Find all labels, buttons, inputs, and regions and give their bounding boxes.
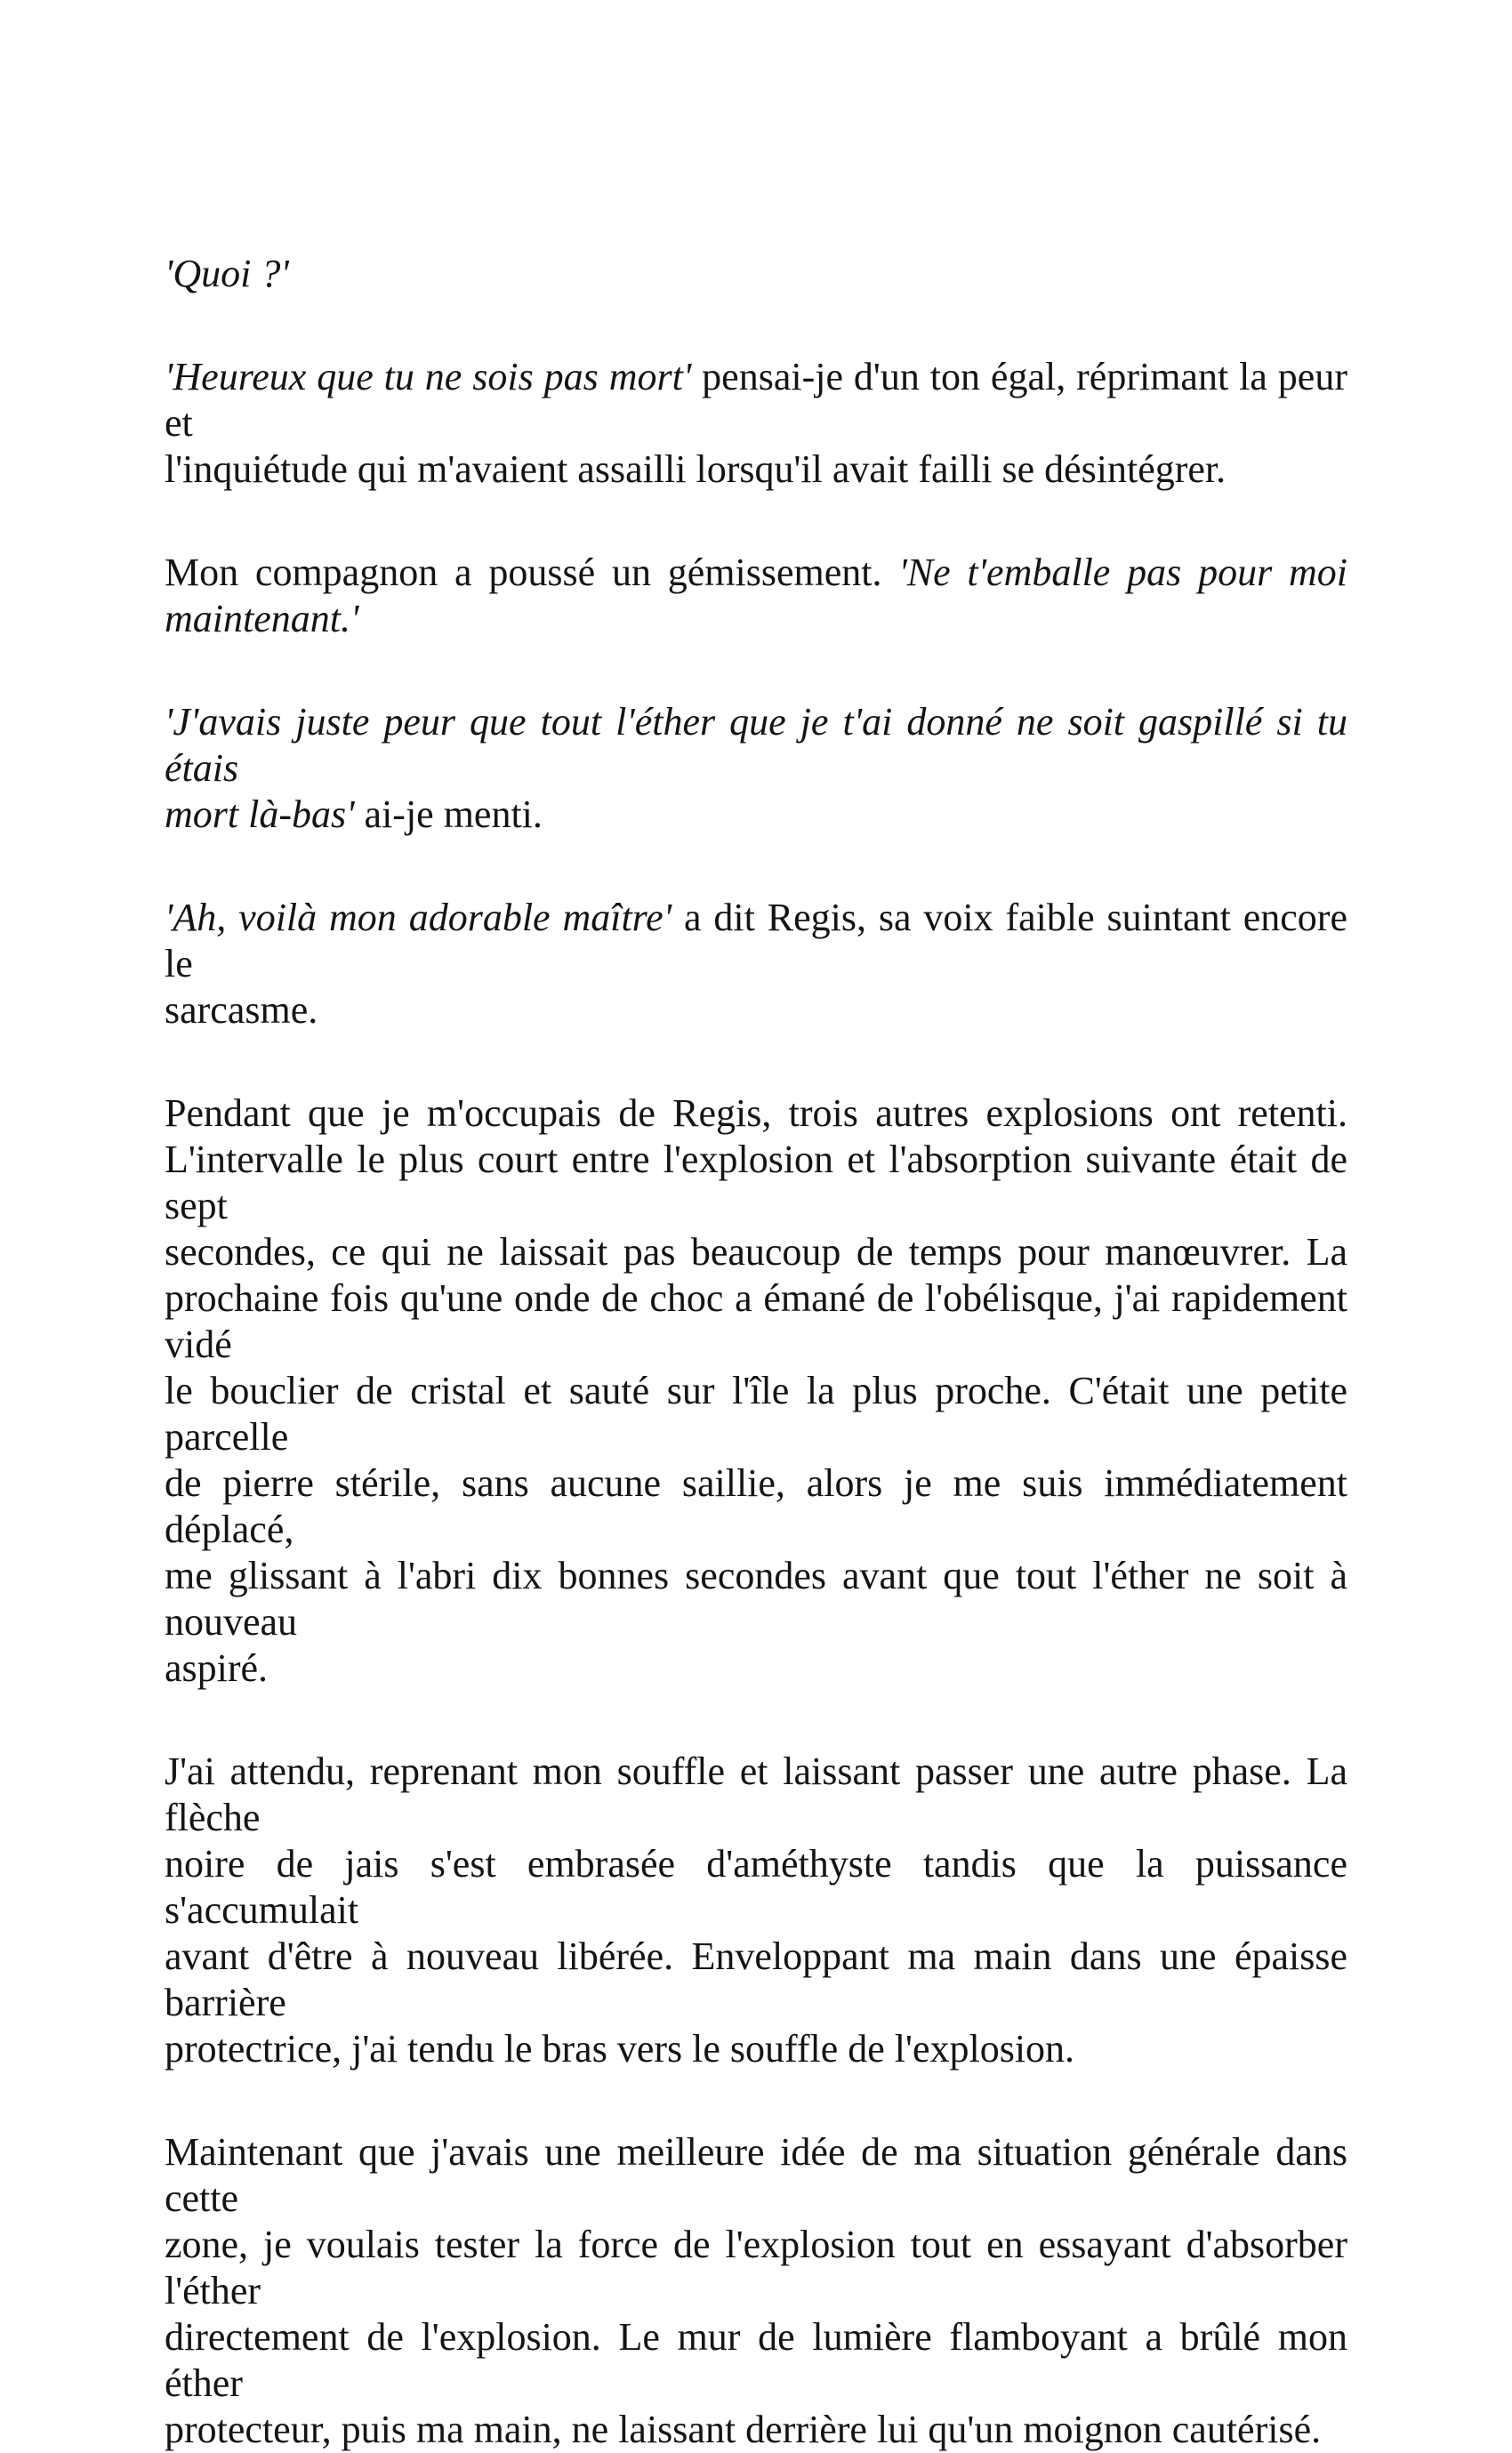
text-line: [165, 987, 1347, 1033]
text-line: [165, 1090, 1347, 1137]
text-run: ai-je menti.: [354, 792, 543, 836]
text-run: noire de jais s'est embrasée d'améthyste tandis que la puissance s'accumulait: [165, 1842, 1347, 1932]
text-line: [165, 1645, 1347, 1692]
text-line: [165, 1137, 1347, 1229]
text-line: [165, 792, 1347, 838]
text-line: [165, 1368, 1347, 1460]
text-run-italic: 'Heureux que tu ne sois pas mort': [165, 355, 692, 398]
text-run: de pierre stérile, sans aucune saillie, alors je me suis immédiatement déplacé,: [165, 1461, 1347, 1551]
text-line: [165, 2222, 1347, 2314]
text-line: [165, 1460, 1347, 1553]
paragraph: [165, 1749, 1347, 2072]
text-run-italic: 'Quoi ?': [165, 252, 289, 295]
paragraph: [165, 895, 1347, 1033]
text-line: [165, 1229, 1347, 1275]
text-line: [165, 1749, 1347, 1841]
text-line: [165, 550, 1347, 596]
text-run: avant d'être à nouveau libérée. Enveloppant ma main dans une épaisse barrière: [165, 1934, 1347, 2024]
text-run: sarcasme.: [165, 988, 318, 1032]
paragraph: [165, 699, 1347, 838]
text-line: [165, 2026, 1347, 2072]
text-line: [165, 2407, 1347, 2453]
text-line: [165, 251, 1347, 297]
text-run: a dit Regis, sa voix faible suintant encore le: [165, 896, 1347, 985]
text-line: [165, 699, 1347, 792]
text-line: [165, 354, 1347, 446]
paragraph: [165, 550, 1347, 642]
text-run: l'inquiétude qui m'avaient assailli lorsqu'il avait failli se désintégrer.: [165, 447, 1226, 491]
text-run: aspiré.: [165, 1646, 269, 1690]
text-line: [165, 596, 1347, 642]
text-line: [165, 1553, 1347, 1645]
text-run: prochaine fois qu'une onde de choc a émané de l'obélisque, j'ai rapidement vidé: [165, 1276, 1347, 1366]
text-run: Pendant que je m'occupais de Regis, trois autres explosions ont retenti.: [165, 1091, 1347, 1135]
text-run: protectrice, j'ai tendu le bras vers le souffle de l'explosion.: [165, 2027, 1075, 2071]
text-run: Mon compagnon a poussé un gémissement.: [165, 551, 899, 594]
text-line: [165, 2314, 1347, 2407]
text-run: pensai-je d'un ton égal, réprimant la peur et: [165, 355, 1347, 445]
text-line: [165, 1841, 1347, 1934]
text-run-italic: mort là-bas': [165, 792, 355, 836]
text-run: me glissant à l'abri dix bonnes secondes avant que tout l'éther ne soit à nouveau: [165, 1554, 1347, 1644]
text-run: J'ai attendu, reprenant mon souffle et laissant passer une autre phase. La flèche: [165, 1749, 1347, 1839]
paragraph: [165, 2129, 1347, 2453]
text-run: protecteur, puis ma main, ne laissant derrière lui qu'un moignon cautérisé.: [165, 2408, 1322, 2451]
text-run-italic: 'Ne t'emballe pas pour moi: [898, 551, 1348, 594]
text-run: le bouclier de cristal et sauté sur l'île la plus proche. C'était une petite parcelle: [165, 1369, 1347, 1459]
text-line: [165, 1934, 1347, 2026]
text-line: [165, 2129, 1347, 2222]
text-run: L'intervalle le plus court entre l'explosion et l'absorption suivante était de sept: [165, 1138, 1347, 1227]
text-run: directement de l'explosion. Le mur de lumière flamboyant a brûlé mon éther: [165, 2315, 1347, 2405]
text-run: secondes, ce qui ne laissait pas beaucoup de temps pour manœuvrer. La: [165, 1230, 1347, 1274]
text-run: zone, je voulais tester la force de l'explosion tout en essayant d'absorber l'éther: [165, 2223, 1347, 2312]
paragraph: [165, 251, 1347, 297]
text-run-italic: 'Ah, voilà mon adorable maître': [165, 896, 672, 939]
text-run-italic: maintenant.': [165, 597, 359, 640]
paragraph: [165, 354, 1347, 493]
paragraph: [165, 1090, 1347, 1692]
text-line: [165, 895, 1347, 987]
text-run-italic: 'J'avais juste peur que tout l'éther que je t'ai donné ne soit gaspillé si tu étais: [165, 700, 1347, 790]
text-line: [165, 446, 1347, 493]
text-line: [165, 1275, 1347, 1368]
text-run: Maintenant que j'avais une meilleure idée de ma situation générale dans cette: [165, 2130, 1347, 2220]
